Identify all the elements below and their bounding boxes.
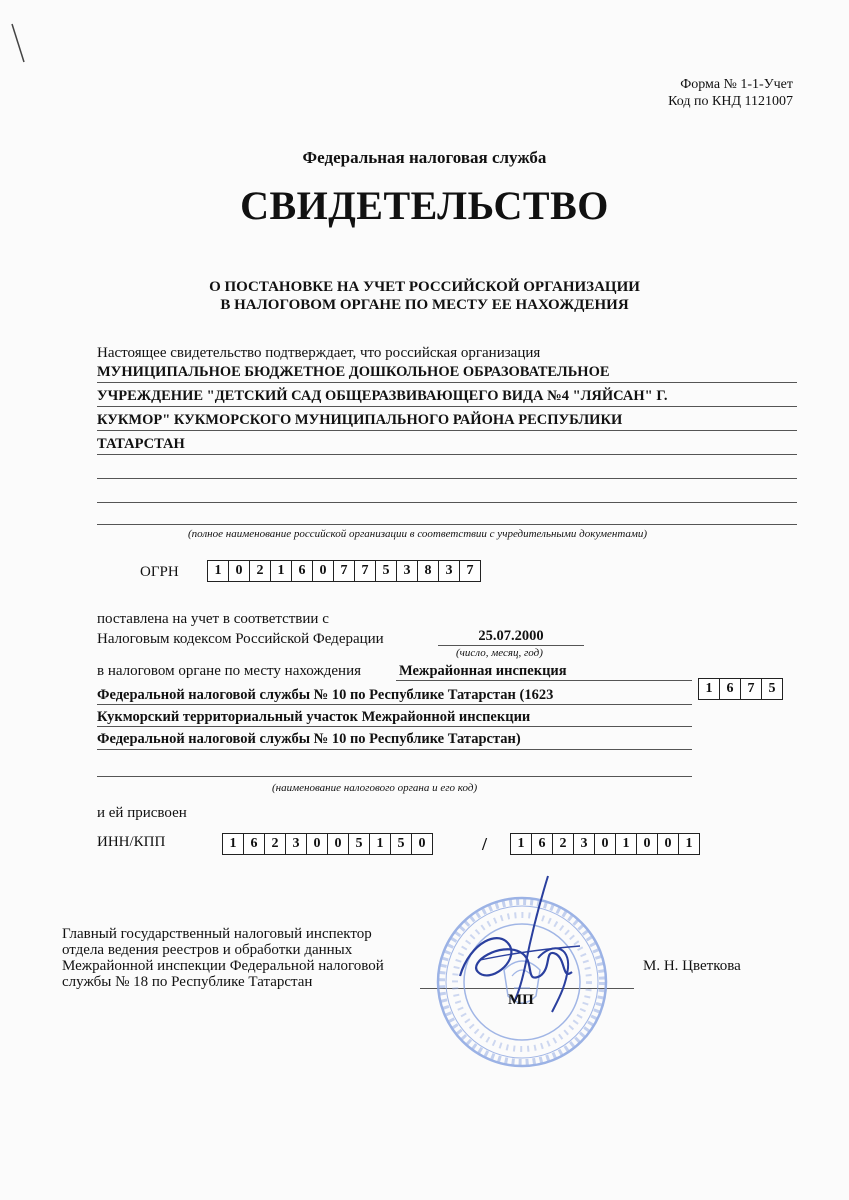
tax-code-digit: 6 [719, 678, 741, 700]
registration-line-1: поставлена на учет в соответствии с [97, 611, 329, 627]
org-name-note: (полное наименование российской организации в соответствии с учредительными документами) [188, 528, 648, 540]
date-note: (число, месяц, год) [456, 647, 543, 659]
signatory-title [62, 926, 384, 990]
inn-kpp-label: ИНН/КПП [97, 834, 166, 850]
inn-digit: 0 [411, 833, 433, 855]
tax-code-digit: 1 [698, 678, 720, 700]
tax-underline-4 [97, 776, 692, 777]
document-subtitle [0, 278, 849, 314]
tax-authority-note: (наименование налогового органа и его код) [272, 782, 478, 794]
signatory-line-4: службы № 18 по Республике Татарстан [62, 974, 313, 990]
kpp-digit: 1 [678, 833, 700, 855]
inn-digit: 0 [306, 833, 328, 855]
signatory-line-2: отдела ведения реестров и обработки данных [62, 942, 353, 958]
kpp-digit: 2 [552, 833, 574, 855]
registration-date: 25.07.2000 [478, 628, 544, 644]
inn-digit: 6 [243, 833, 265, 855]
ogrn-digit: 3 [438, 560, 460, 582]
ogrn-digit: 6 [291, 560, 313, 582]
form-header [668, 76, 793, 110]
org-name-line-1: МУНИЦИПАЛЬНОЕ БЮДЖЕТНОЕ ДОШКОЛЬНОЕ ОБРАЗОВАТЕЛЬНОЕ [97, 364, 610, 380]
org-name-line-3: КУКМОР" КУКМОРСКОГО МУНИЦИПАЛЬНОГО РАЙОНА РЕСПУБЛИКИ [97, 412, 623, 428]
tax-code-digit: 5 [761, 678, 783, 700]
tax-authority-line-1: Федеральной налоговой службы № 10 по Республике Татарстан (1623 [97, 687, 554, 703]
tax-underline-3 [97, 749, 692, 750]
inn-kpp-separator: / [482, 834, 488, 854]
ogrn-digit: 5 [375, 560, 397, 582]
inn-cells [222, 833, 433, 855]
tax-code-digit: 7 [740, 678, 762, 700]
org-name-line-4: ТАТАРСТАН [97, 436, 185, 452]
inn-digit: 2 [264, 833, 286, 855]
knd-code: Код по КНД 1121007 [668, 94, 793, 109]
inn-digit: 1 [369, 833, 391, 855]
inn-digit: 0 [327, 833, 349, 855]
ogrn-digit: 0 [228, 560, 250, 582]
tax-authority-intro: в налоговом органе по месту нахождения [97, 663, 362, 679]
inn-digit: 1 [222, 833, 244, 855]
form-number: Форма № 1-1-Учет [680, 77, 793, 92]
org-underline-2 [97, 406, 797, 407]
ogrn-digit: 7 [354, 560, 376, 582]
document-title: СВИДЕТЕЛЬСТВО [240, 183, 609, 228]
org-underline-1 [97, 382, 797, 383]
inn-digit: 5 [348, 833, 370, 855]
ogrn-digit: 1 [270, 560, 292, 582]
inn-digit: 5 [390, 833, 412, 855]
agency-name: Федеральная налоговая служба [302, 148, 547, 167]
kpp-digit: 0 [636, 833, 658, 855]
ogrn-digit: 1 [207, 560, 229, 582]
tax-authority-line-2: Кукморский территориальный участок Межрайонной инспекции [97, 709, 531, 725]
organization-intro: Настоящее свидетельство подтверждает, что российская организация [97, 345, 541, 361]
org-underline-4 [97, 454, 797, 455]
date-underline [438, 645, 584, 646]
subtitle-line-1: О ПОСТАНОВКЕ НА УЧЕТ РОССИЙСКОЙ ОРГАНИЗАЦИИ [209, 279, 640, 295]
assignment-intro: и ей присвоен [97, 805, 187, 821]
ogrn-digit: 8 [417, 560, 439, 582]
ogrn-digit: 2 [249, 560, 271, 582]
scan-mark-icon [8, 22, 28, 66]
registration-line-2: Налоговым кодексом Российской Федерации [97, 631, 384, 647]
signatory-line-1: Главный государственный налоговый инспектор [62, 926, 372, 942]
tax-code-cells [698, 678, 783, 700]
mp-label: МП [508, 992, 534, 1008]
org-underline-6 [97, 502, 797, 503]
ogrn-cells [207, 560, 481, 582]
tax-authority-first-part: Межрайонная инспекция [399, 663, 567, 679]
signatory-line-3: Межрайонной инспекции Федеральной налоговой [62, 958, 384, 974]
org-underline-5 [97, 478, 797, 479]
kpp-digit: 0 [657, 833, 679, 855]
kpp-digit: 1 [615, 833, 637, 855]
inn-digit: 3 [285, 833, 307, 855]
tax-underline-2 [97, 726, 692, 727]
ogrn-digit: 7 [459, 560, 481, 582]
kpp-digit: 6 [531, 833, 553, 855]
kpp-digit: 3 [573, 833, 595, 855]
ogrn-digit: 7 [333, 560, 355, 582]
kpp-cells [510, 833, 700, 855]
tax-underline-0 [396, 680, 692, 681]
tax-underline-1 [97, 704, 692, 705]
org-underline-7 [97, 524, 797, 525]
org-underline-3 [97, 430, 797, 431]
kpp-digit: 1 [510, 833, 532, 855]
ogrn-digit: 0 [312, 560, 334, 582]
signatory-name: М. Н. Цветкова [643, 958, 741, 974]
kpp-digit: 0 [594, 833, 616, 855]
org-name-line-2: УЧРЕЖДЕНИЕ "ДЕТСКИЙ САД ОБЩЕРАЗВИВАЮЩЕГО ВИДА №4 "ЛЯЙСАН" Г. [97, 388, 668, 404]
ogrn-digit: 3 [396, 560, 418, 582]
tax-authority-line-3: Федеральной налоговой службы № 10 по Республике Татарстан) [97, 731, 521, 747]
ogrn-label: ОГРН [140, 564, 179, 580]
subtitle-line-2: В НАЛОГОВОМ ОРГАНЕ ПО МЕСТУ ЕЕ НАХОЖДЕНИЯ [220, 297, 629, 313]
